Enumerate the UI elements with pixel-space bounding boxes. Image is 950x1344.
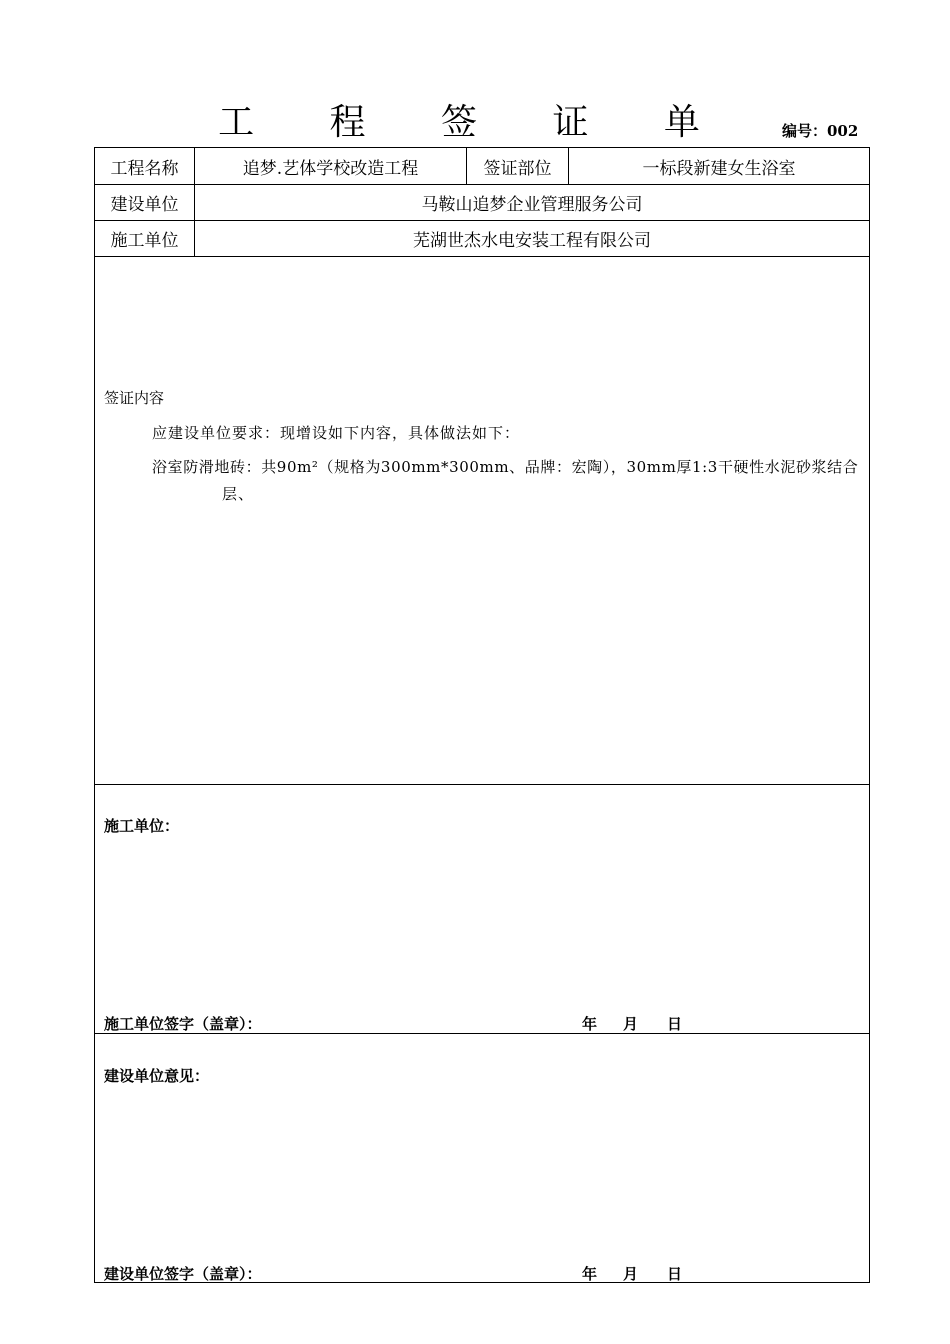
owner-section xyxy=(95,1034,869,1282)
owner-sign-label: 建设单位签字（盖章）： xyxy=(104,1265,262,1283)
content-line-2: 浴室防滑地砖：共90m²（规格为300mm*300mm、品牌：宏陶），30mm厚1:3干硬性水泥砂浆结合 xyxy=(152,458,859,476)
project-name-label: 工程名称 xyxy=(95,148,195,184)
contractor-sign-day: 日 xyxy=(667,1015,683,1033)
content-label: 签证内容 xyxy=(104,389,165,407)
visa-form xyxy=(94,147,870,1283)
contractor-sign-month: 月 xyxy=(623,1015,639,1033)
owner-label: 建设单位 xyxy=(95,185,195,220)
document-title: 工 程 签 证 单 xyxy=(218,102,732,143)
owner-section-label: 建设单位意见： xyxy=(104,1067,210,1085)
project-name-value: 追梦.艺体学校改造工程 xyxy=(195,148,467,184)
content-line-3: 层、 xyxy=(222,485,255,503)
owner-sign-year: 年 xyxy=(582,1265,598,1283)
contractor-section-label: 施工单位： xyxy=(104,817,180,835)
content-line-1: 应建设单位要求：现增设如下内容，具体做法如下： xyxy=(152,424,521,442)
content-section xyxy=(95,257,869,785)
owner-sign-day: 日 xyxy=(667,1265,683,1283)
owner-value: 马鞍山追梦企业管理服务公司 xyxy=(421,195,643,215)
document-number: 编号：002 xyxy=(782,122,859,140)
contractor-row xyxy=(95,221,869,257)
visa-part-value: 一标段新建女生浴室 xyxy=(642,158,796,179)
owner-row xyxy=(95,185,869,221)
project-row xyxy=(95,148,869,185)
owner-sign-month: 月 xyxy=(623,1265,639,1283)
contractor-label: 施工单位 xyxy=(95,221,195,256)
contractor-value: 芜湖世杰水电安装工程有限公司 xyxy=(413,231,651,251)
contractor-sign-year: 年 xyxy=(582,1015,598,1033)
contractor-sign-label: 施工单位签字（盖章）： xyxy=(104,1015,262,1033)
contractor-section xyxy=(95,785,869,1034)
visa-part-label: 签证部位 xyxy=(467,148,569,184)
